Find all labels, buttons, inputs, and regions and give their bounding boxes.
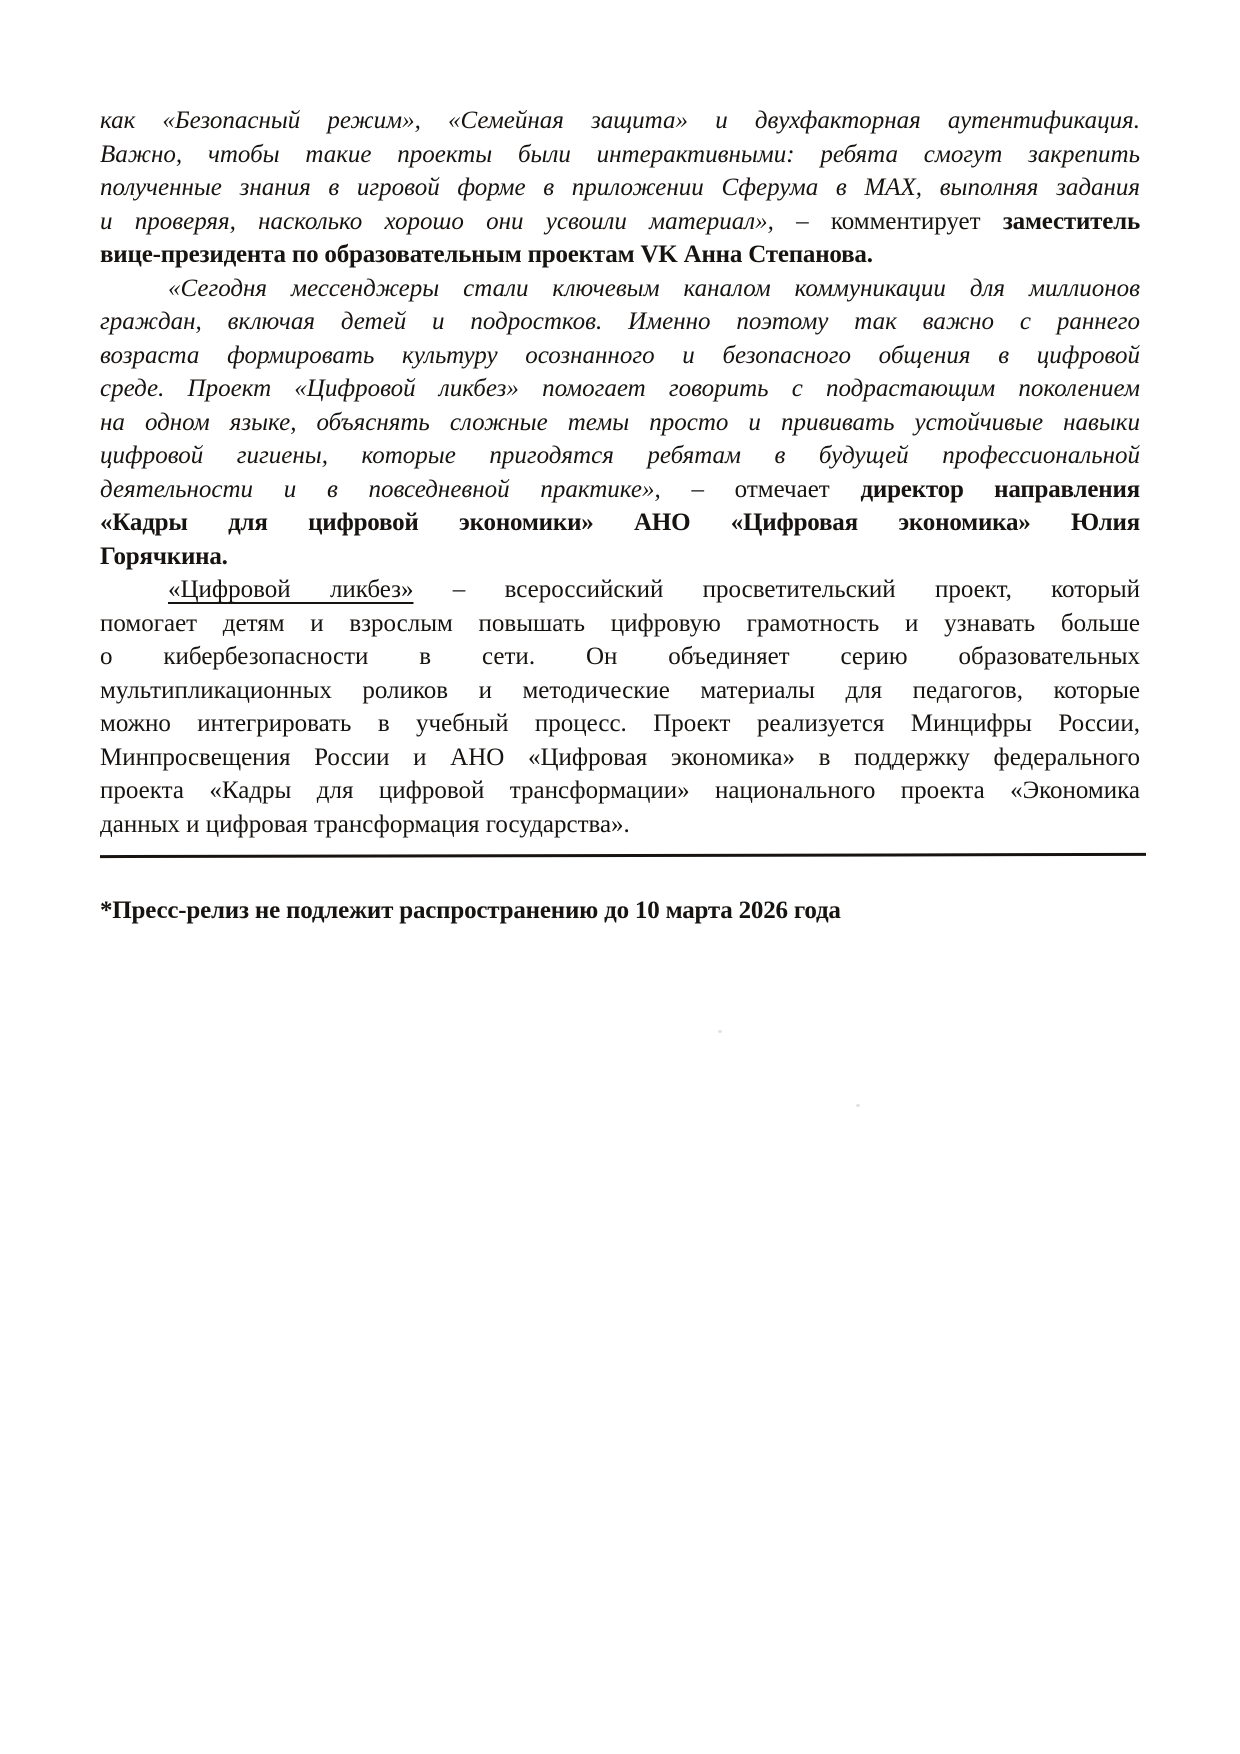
- text-line: [100, 104, 1140, 138]
- text-segment: Горячкина.: [100, 542, 228, 570]
- text-line: [100, 573, 1140, 607]
- text-line: [100, 238, 1140, 272]
- text-segment: можно интегрировать в учебный процесс. Проект реализуется Минцифры России,: [100, 710, 1140, 737]
- section-divider: [100, 853, 1146, 858]
- text-segment: о кибербезопасности в сети. Он объединяет серию образовательных: [100, 643, 1140, 670]
- text-line: [100, 171, 1140, 205]
- text-segment: цифровой гигиены, которые пригодятся ребятам в будущей профессиональной: [100, 442, 1140, 469]
- text-segment: среде. Проект «Цифровой ликбез» помогает говорить с подрастающим поколением: [100, 375, 1140, 402]
- text-line: [100, 305, 1140, 339]
- text-line: [100, 205, 1140, 239]
- text-segment: директор направления: [860, 475, 1140, 503]
- text-line: [100, 808, 1140, 842]
- text-line: [100, 406, 1140, 440]
- text-segment: деятельности и в повседневной практике»,: [100, 475, 692, 503]
- scan-speck: [856, 1104, 860, 1107]
- text-line: [100, 138, 1140, 172]
- text-line: [100, 439, 1140, 473]
- text-line: [100, 339, 1140, 373]
- text-line: [100, 540, 1140, 574]
- text-segment: Минпросвещения России и АНО «Цифровая экономика» в поддержку федерального: [100, 743, 1140, 771]
- text-segment: «Сегодня мессенджеры стали ключевым каналом коммуникации для миллионов: [168, 274, 1140, 302]
- text-line: [100, 640, 1140, 674]
- document-body: [100, 104, 1140, 927]
- text-segment: помогает детям и взрослым повышать цифровую грамотность и узнавать больше: [100, 609, 1140, 637]
- text-segment: – отмечает: [691, 475, 861, 503]
- text-segment: граждан, включая детей и подростков. Именно поэтому так важно с раннего: [100, 308, 1140, 335]
- paragraph: [100, 272, 1140, 574]
- text-segment: заместитель: [1002, 207, 1140, 235]
- embargo-footnote: *Пресс-релиз не подлежит распространению до 10 марта 2026 года: [100, 897, 841, 924]
- scan-speck: [718, 1030, 722, 1033]
- text-line: [100, 707, 1140, 741]
- text-segment: вице-президента по образовательным проектам VK Анна Степанова.: [100, 241, 873, 268]
- text-segment: «Цифровой ликбез»: [168, 576, 414, 603]
- text-segment: – комментирует: [796, 207, 1003, 235]
- text-line: [100, 372, 1140, 406]
- text-line: [100, 674, 1140, 708]
- text-line: [100, 272, 1140, 306]
- text-line: [100, 741, 1140, 775]
- text-segment: «Кадры для цифровой экономики» АНО «Цифровая экономика» Юлия: [100, 509, 1140, 536]
- text-segment: Важно, чтобы такие проекты были интерактивными: ребята смогут закрепить: [100, 140, 1140, 168]
- text-segment: мультипликационных роликов и методические материалы для педагогов, которые: [100, 676, 1140, 704]
- text-segment: полученные знания в игровой форме в приложении Сферума в MAX, выполняя задания: [100, 174, 1140, 201]
- text-line: [100, 473, 1140, 507]
- text-line: [100, 607, 1140, 641]
- text-segment: данных и цифровая трансформация государства».: [100, 810, 630, 838]
- text-segment: как «Безопасный режим», «Семейная защита» и двухфакторная аутентификация.: [100, 107, 1140, 134]
- text-segment: возраста формировать культуру осознанного и безопасного общения в цифровой: [100, 341, 1140, 369]
- text-segment: проекта «Кадры для цифровой трансформации» национального проекта «Экономика: [100, 777, 1140, 804]
- text-segment: – всероссийский просветительский проект, который: [413, 576, 1140, 603]
- paragraph: [100, 573, 1140, 841]
- paragraph: [100, 104, 1140, 272]
- text-segment: и проверяя, насколько хорошо они усвоили материал»,: [100, 207, 797, 235]
- text-line: [100, 506, 1140, 540]
- text-line: [100, 774, 1140, 808]
- text-segment: на одном языке, объяснять сложные темы просто и прививать устойчивые навыки: [100, 408, 1140, 436]
